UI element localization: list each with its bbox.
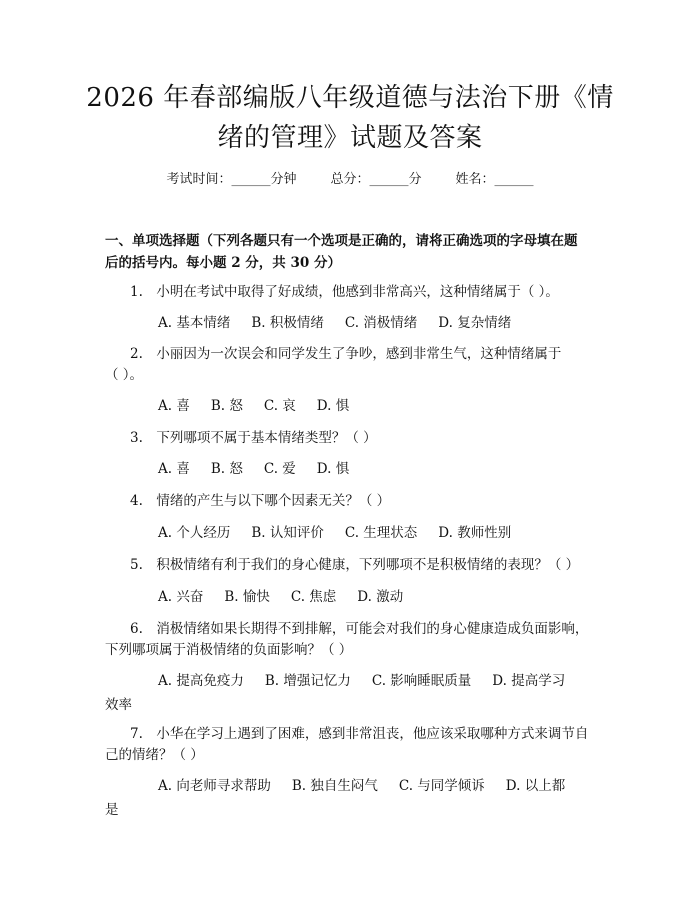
total-score-field: 总分：______分	[330, 172, 422, 187]
question-6-options	[158, 671, 603, 692]
option-c: C. 哀	[263, 398, 296, 414]
question-text-cont: 己的情绪？（ ）	[105, 747, 204, 763]
question-1-options	[158, 313, 603, 334]
option-d: D. 复杂情绪	[438, 315, 512, 331]
question-2	[105, 344, 600, 386]
question-text-cont: （ ）。	[105, 367, 144, 383]
option-d-wrap: 是	[105, 802, 119, 818]
option-d: D. 激动	[357, 589, 404, 605]
section-heading-line-1: 一、单项选择题（下列各题只有一个选项是正确的，请将正确选项的字母填在题	[105, 233, 578, 249]
option-b: B. 积极情绪	[251, 315, 324, 331]
question-text: 7. 小华在学习上遇到了困难，感到非常沮丧，他应该采取哪种方式来调节自	[130, 726, 589, 742]
option-b: B. 独自生闷气	[291, 778, 378, 794]
question-4-options	[158, 523, 603, 544]
option-c: C. 生理状态	[344, 525, 418, 541]
question-7	[105, 724, 600, 766]
document-title	[60, 78, 640, 158]
question-text: 4. 情绪的产生与以下哪个因素无关？（ ）	[130, 493, 391, 509]
option-a: A. 向老师寻求帮助	[158, 778, 271, 794]
option-b: B. 增强记忆力	[264, 673, 351, 689]
question-1	[105, 282, 600, 303]
question-text: 1. 小明在考试中取得了好成绩，他感到非常高兴，这种情绪属于（ ）。	[130, 284, 559, 300]
section-heading	[105, 230, 600, 274]
option-d: D. 以上都	[505, 778, 566, 794]
question-5-options	[158, 587, 603, 608]
option-a: A. 基本情绪	[158, 315, 231, 331]
option-a: A. 喜	[158, 398, 190, 414]
exam-time-field: 考试时间：______分钟	[166, 172, 297, 187]
option-b: B. 怒	[210, 398, 243, 414]
question-text: 2. 小丽因为一次误会和同学发生了争吵，感到非常生气，这种情绪属于	[130, 346, 562, 362]
section-heading-line-2: 后的括号内。每小题 2 分，共 30 分）	[105, 255, 341, 271]
question-6	[105, 619, 600, 661]
question-text-cont: 下列哪项属于消极情绪的负面影响？（ ）	[105, 642, 353, 658]
question-text: 6. 消极情绪如果长期得不到排解，可能会对我们的身心健康造成负面影响，	[130, 621, 589, 637]
option-a: A. 兴奋	[158, 589, 204, 605]
question-3-options	[158, 459, 603, 480]
option-c: C. 与同学倾诉	[398, 778, 485, 794]
title-line-2: 绪的管理》试题及答案	[217, 123, 483, 153]
option-a: A. 个人经历	[158, 525, 231, 541]
option-b: B. 愉快	[224, 589, 270, 605]
question-7-options	[158, 776, 603, 797]
title-line-1: 2026 年春部编版八年级道德与法治下册《情	[86, 83, 614, 113]
option-c: C. 影响睡眠质量	[371, 673, 472, 689]
option-d-wrap: 效率	[105, 697, 132, 713]
question-3	[105, 428, 600, 449]
student-name-field: 姓名：______	[455, 172, 534, 187]
option-d: D. 惧	[316, 461, 350, 477]
option-c: C. 消极情绪	[344, 315, 418, 331]
option-b: B. 认知评价	[251, 525, 324, 541]
option-c: C. 焦虑	[290, 589, 337, 605]
option-d: D. 教师性别	[438, 525, 512, 541]
option-c: C. 爱	[263, 461, 296, 477]
question-text: 5. 积极情绪有利于我们的身心健康，下列哪项不是积极情绪的表现？（ ）	[130, 557, 580, 573]
question-5	[105, 555, 600, 576]
exam-meta	[0, 168, 700, 187]
option-a: A. 提高免疫力	[158, 673, 244, 689]
option-a: A. 喜	[158, 461, 190, 477]
option-d: D. 惧	[316, 398, 350, 414]
question-text: 3. 下列哪项不属于基本情绪类型？（ ）	[130, 430, 377, 446]
question-4	[105, 491, 600, 512]
question-2-options	[158, 396, 603, 417]
option-b: B. 怒	[210, 461, 243, 477]
option-d: D. 提高学习	[492, 673, 566, 689]
